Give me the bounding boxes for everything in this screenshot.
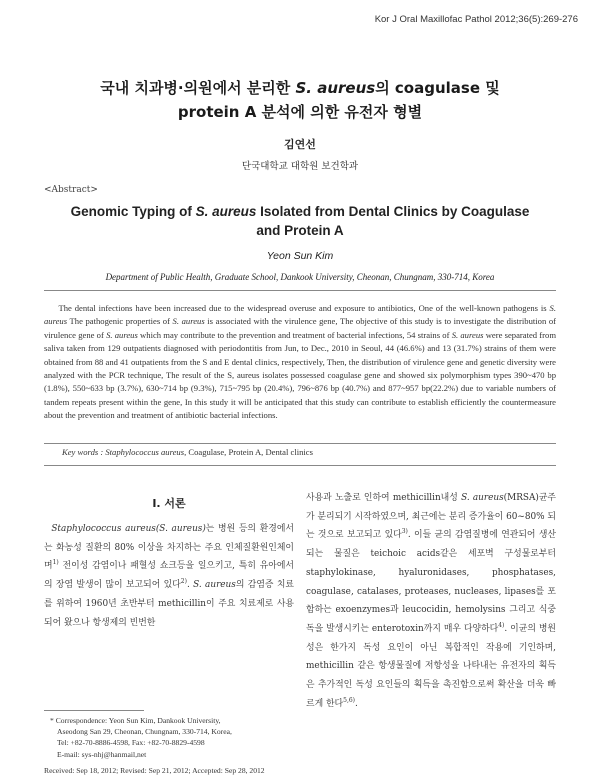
keywords-bottom-rule	[44, 465, 556, 466]
citation-ref: 1)	[52, 559, 59, 567]
abstract-segment: is associated with the virulence gene, The objective of this study is to investigate the distribution of virulence gene of	[44, 316, 557, 340]
received-dates: Received: Sep 18, 2012; Revised: Sep 21, 2012; Accepted: Sep 28, 2012	[44, 766, 265, 775]
english-title-text: Genomic Typing of	[70, 204, 196, 219]
footnote-rule	[44, 710, 144, 711]
journal-citation: Kor J Oral Maxillofac Pathol 2012;36(5):269-276	[374, 14, 578, 25]
correspondence-footnote	[50, 715, 300, 760]
keywords-top-rule	[44, 443, 556, 444]
abstract-segment: which may contribute to the prevention and treatment of bacterial infections, 54 strains of	[137, 329, 452, 340]
abstract-segment: The pathogenic properties of	[67, 316, 173, 327]
abstract-segment: were separated from saliva taken from 129 outpatients diagnosed with periodontitis from Jun, to Dec., 2010 in Seoul, 44 (46.6%) and 13 (31.7%) strains of them were obtained from 88 and 41 outpatients from the S and E dental clinics, respectively, Then, the distribution of virulence gene and genetic diversity were analyzed with the PCR technique, The result of the S, aureus isolates possessed coagulase gene and showed six polymorphism types 390~470 bp (1.8%), 550~633 bp (3.7%), 630~714 bp (9.3%), 715~795 bp (20.4%), 796~876 bp (40.7%) and 877~957 bp(22.2%) due to variable numbers of tandem repeats present within the gene, In this study it will be anticipated that this study can contribute to establish efficiently the countermeasure about the prevention and treatment of antibiotic bacterial infections.	[44, 329, 557, 421]
body-text: .	[186, 580, 194, 591]
body-text: 는 병원 등의 환경에서는 화농성 질환의 80% 이상을 차지하는 주요 인체질환원인체이며	[44, 524, 294, 572]
abstract-species: S. aureus	[44, 303, 556, 327]
body-right-column	[306, 489, 556, 713]
keywords-species: Staphylococcus aureus	[105, 447, 185, 457]
korean-title-species: S. aureus	[295, 79, 376, 97]
abstract-top-rule	[44, 290, 556, 291]
korean-title-line2: protein A 분석에 의한 유전자 형별	[177, 103, 423, 121]
abstract-tag: <Abstract>	[44, 185, 98, 195]
keywords-list: , Coagulase, Protein A, Dental clinics	[184, 447, 313, 457]
footnote-line: * Correspondence: Yeon Sun Kim, Dankook University,	[50, 716, 221, 725]
english-title-line1	[0, 202, 600, 221]
body-text: . 이들 균의 감염질병에 연관되어 생산되는 물질은 teichoic acids같은 세포벽 구성물로부터 staphylokinase, hyaluronidases, phosphatases, coagulase, catalases, proteases, nucleases, lipases를 포함하는 exoenzymes과 leucocidin, hemolysins 그리고 식중독을 발생시키는 enterotoxin까지 매우 다양하다	[306, 530, 556, 634]
citation-ref: 5,6)	[343, 696, 356, 704]
english-title-line2: and Protein A	[256, 223, 344, 238]
body-text: .	[355, 698, 358, 709]
body-text: 사용과 노출로 인하여 methicillin내성	[306, 493, 462, 503]
abstract-species: S. aureus	[172, 316, 205, 327]
english-author: Yeon Sun Kim	[266, 250, 334, 262]
keywords	[62, 447, 556, 457]
abstract-text	[44, 302, 556, 423]
citation-ref: 4)	[498, 621, 505, 629]
korean-title	[0, 76, 600, 124]
citation-ref: 2)	[180, 578, 187, 586]
body-species: S. aureus	[461, 493, 504, 503]
korean-author: 김연선	[284, 138, 316, 151]
body-left-column	[44, 520, 294, 632]
english-affiliation: Department of Public Health, Graduate School, Dankook University, Cheonan, Chungnam, 330-714, Korea	[105, 272, 495, 282]
english-title-species: S. aureus	[195, 204, 257, 219]
english-title	[0, 202, 600, 240]
footnote-email: E-mail: sys-nhj@hanmail,net	[57, 749, 147, 759]
body-text: (MRSA)균주가 분리되기 시작하였으며, 최근에는 분리 증가율이 60~80% 되는 것으로 보고되고 있다	[306, 493, 556, 541]
abstract-species: S. aureus	[451, 329, 484, 340]
english-title-text: Isolated from Dental Clinics by Coagulase	[256, 204, 530, 219]
body-species: S. aureus	[193, 580, 236, 591]
body-species: Staphylococcus aureus(S. aureus)	[51, 524, 206, 534]
korean-affiliation: 단국대학교 대학원 보건학과	[241, 161, 359, 172]
abstract-segment: The dental infections have been increased due to the widespread overuse and exposure to antibiotics, One of the well-known pathogens is	[58, 303, 550, 313]
body-text: . 이균의 병원성은 한가지 독성 요인이 아닌 복합적인 작용에 기인하며, methicillin 같은 항생물질에 저항성을 나타내는 유전자의 획득은 추가적인 독성 요인들의 획득을 촉진함으로써 확산을 더욱 빠르게 한다	[306, 623, 556, 709]
citation-ref: 3)	[401, 528, 408, 536]
korean-title-text: 국내 치과병·의원에서 분리한	[100, 79, 296, 97]
korean-title-text: 의 coagulase 및	[375, 79, 500, 97]
body-text: 의 감염증 치료를 위하여 1960년 초반부터 methicillin이 주요 치료제로 사용되어 왔으나 항생제의 빈번한	[44, 580, 294, 628]
korean-title-line1	[0, 76, 600, 100]
keywords-label: Key words :	[62, 447, 106, 457]
section-heading-introduction: Ⅰ. 서론	[152, 497, 186, 510]
abstract-species: S. aureus	[106, 329, 138, 340]
footnote-line: Aseodong San 29, Cheonan, Chungnam, 330-714, Korea,	[57, 727, 232, 737]
body-text: 전이성 감염이나 패혈성 쇼크등을 일으키고, 특히 유아에서의 장염 발생이 많이 보고되어 있다	[44, 561, 294, 591]
footnote-line: Tel: +82-70-8886-4598, Fax: +82-70-8829-4598	[57, 738, 205, 748]
